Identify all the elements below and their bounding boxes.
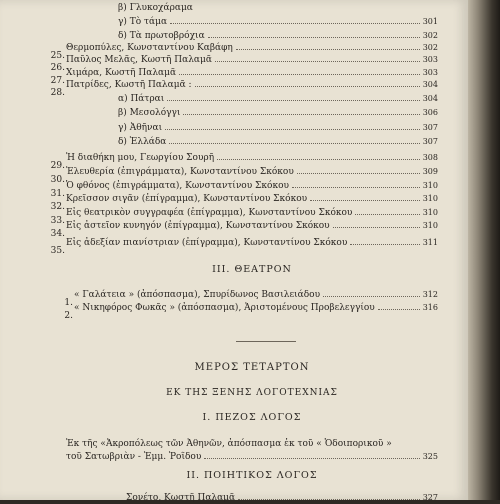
- page-gutter-shadow: [468, 0, 500, 500]
- entry-page: 304: [422, 80, 438, 89]
- entry-title: Χιμάρα, Κωστῆ Παλαμᾶ: [66, 68, 177, 78]
- leader-dots: [217, 152, 420, 160]
- entry-number: 29.: [50, 161, 65, 171]
- entry-number: 26.: [50, 63, 65, 73]
- entry-title: τοῦ Σατωβριὰν - Ἐμμ. Ῥοΐδου: [66, 452, 202, 462]
- toc-entry: [66, 2, 438, 14]
- entry-page: 307: [422, 123, 438, 132]
- entry-number: 34.: [50, 229, 65, 239]
- entry-page: 304: [422, 94, 438, 103]
- entry-title: α) Πάτραι: [118, 94, 165, 104]
- entry-title: β) Γλυκοχάραμα: [118, 3, 193, 13]
- leader-dots: [208, 30, 420, 38]
- entry-number: 33.: [50, 216, 65, 226]
- leader-dots: [333, 220, 420, 228]
- toc-entry: [66, 93, 438, 105]
- entry-title: Σονέτο, Κωστῆ Παλαμᾶ: [126, 493, 236, 503]
- toc-entry-line2: [66, 451, 438, 463]
- entry-number: 2.: [64, 311, 73, 321]
- entry-title: Εἰς θεατρικὸν συγγραφέα (ἐπίγραμμα), Κωνσταντίνου Σκόκου: [66, 208, 353, 218]
- leader-dots: [204, 451, 419, 459]
- entry-page: 310: [422, 181, 438, 190]
- entry-page: 310: [422, 194, 438, 203]
- leader-dots: [297, 166, 420, 174]
- entry-title: γ) Τὸ τάμα: [118, 17, 168, 27]
- entry-page: 310: [422, 208, 438, 217]
- section-heading-poetry: ΙΙ. ΠΟΙΗΤΙΚΟΣ ΛΟΓΟΣ: [186, 470, 318, 481]
- entry-title: Πατρίδες, Κωστῆ Παλαμᾶ :: [66, 80, 192, 90]
- entry-title: Ἐλευθερία (ἐπιγράμματα), Κωνσταντίνου Σκόκου: [66, 167, 294, 177]
- entry-page: 302: [422, 43, 438, 52]
- entry-title: Ὁ φθόνος (ἐπιγράμματα), Κωνσταντίνου Σκόκου: [66, 181, 289, 191]
- leader-dots: [378, 302, 420, 310]
- entry-page: 310: [422, 221, 438, 230]
- toc-entry: [50, 237, 438, 256]
- entry-title: Κρεῖσσον σιγᾶν (ἐπίγραμμα), Κωνσταντίνου Σκόκου: [66, 194, 308, 204]
- toc-entry: [66, 136, 438, 148]
- toc-entry: [66, 122, 438, 134]
- toc-entry-line1: Ἐκ τῆς «Ἀκροπόλεως τῶν Ἀθηνῶν, ἀπόσπασμα ἐκ τοῦ « Ὁδοιπορικοῦ »: [66, 439, 392, 449]
- entry-page: 301: [422, 17, 438, 26]
- entry-number: 32.: [50, 202, 65, 212]
- entry-number: 35.: [50, 246, 65, 256]
- entry-page: 325: [422, 452, 438, 461]
- leader-dots: [167, 93, 419, 101]
- entry-number: 1.: [64, 298, 73, 308]
- part-subheading: ΕΚ ΤΗΣ ΞΕΝΗΣ ΛΟΓΟΤΕΧΝΙΑΣ: [166, 388, 338, 398]
- entry-page: 316: [422, 303, 438, 312]
- entry-title: Εἰς ἀστεῖον κυνηγόν (ἐπίγραμμα), Κωνσταντίνου Σκόκου: [66, 221, 330, 231]
- leader-dots: [310, 193, 420, 201]
- entry-page: 303: [422, 55, 438, 64]
- entry-title: Παῦλος Μελᾶς, Κωστῆ Παλαμᾶ: [66, 55, 212, 65]
- entry-number: 30.: [50, 175, 65, 185]
- entry-title: δ) Ἑλλάδα: [118, 137, 167, 147]
- leader-dots: [236, 42, 420, 50]
- leader-dots: [179, 67, 420, 75]
- entry-number: 31.: [50, 189, 65, 199]
- entry-title: Εἰς ἀδεξίαν πιανίστριαν (ἐπίγραμμα), Κωνσταντίνου Σκόκου: [66, 238, 348, 248]
- separator-rule: [236, 341, 296, 342]
- toc-entry: [66, 30, 438, 42]
- part-heading: ΜΕΡΟΣ ΤΕΤΑΡΤΟΝ: [194, 362, 310, 373]
- leader-dots: [195, 79, 420, 87]
- entry-page: 311: [422, 238, 438, 247]
- entry-title: Ἡ διαθήκη μου, Γεωργίου Σουρῆ: [66, 153, 215, 163]
- leader-dots: [355, 207, 419, 215]
- entry-number: 28.: [50, 88, 65, 98]
- section-heading-prose: Ι. ΠΕΖΟΣ ΛΟΓΟΣ: [202, 412, 302, 423]
- toc-entry: [64, 302, 438, 321]
- leader-dots: [323, 289, 420, 297]
- entry-page: 303: [422, 68, 438, 77]
- entry-page: 309: [422, 167, 438, 176]
- toc-entry: [66, 107, 438, 119]
- entry-title: « Γαλάτεια » (ἀπόσπασμα), Σπυρίδωνος Βασιλειάδου: [74, 290, 321, 300]
- leader-dots: [350, 237, 419, 245]
- entry-title: β) Μεσολόγγι: [118, 108, 181, 118]
- toc-entry: [66, 492, 438, 504]
- leader-dots: [215, 54, 420, 62]
- entry-page: 308: [422, 153, 438, 162]
- entry-page: 306: [422, 108, 438, 117]
- section-heading-theatre: ΙΙΙ. ΘΕΑΤΡΟΝ: [212, 264, 292, 275]
- entry-number: 27.: [50, 76, 65, 86]
- entry-page: 307: [422, 137, 438, 146]
- leader-dots: [169, 136, 419, 144]
- entry-title: γ) Ἀθῆναι: [118, 123, 163, 133]
- entry-page: 327: [422, 493, 438, 502]
- entry-number: 25.: [50, 51, 65, 61]
- entry-title: « Νικηφόρος Φωκᾶς » (ἀπόσπασμα), Ἀριστομένους Προβελεγγίου: [74, 303, 375, 313]
- toc-entry: [50, 193, 438, 212]
- leader-dots: [238, 492, 420, 500]
- entry-title: Θερμοπύλες, Κωνσταντίνου Καβάφη: [66, 43, 233, 53]
- entry-page: 302: [422, 31, 438, 40]
- leader-dots: [292, 180, 420, 188]
- entry-title: δ) Τὰ πρωτοβρόχια: [118, 31, 205, 41]
- entry-page: 312: [422, 290, 438, 299]
- leader-dots: [170, 16, 420, 24]
- leader-dots: [183, 107, 419, 115]
- toc-entry: [66, 16, 438, 28]
- leader-dots: [165, 122, 420, 130]
- toc-entry: [50, 152, 438, 171]
